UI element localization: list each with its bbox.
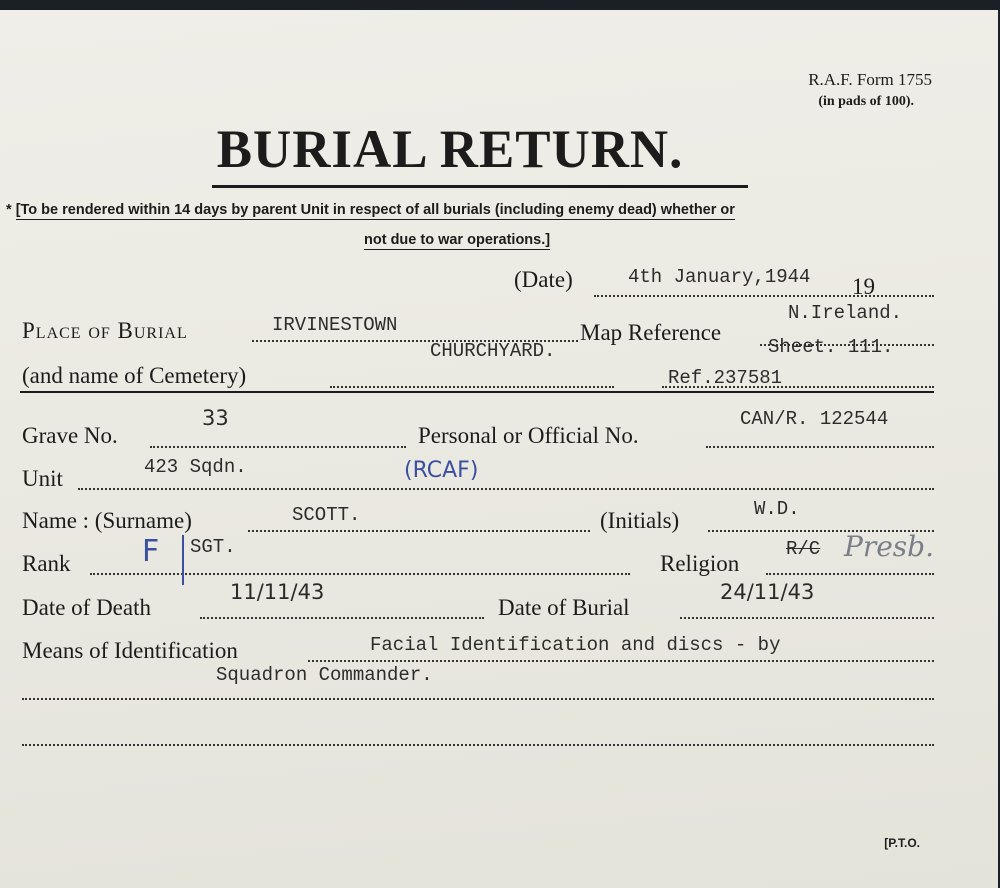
date-value: 4th January,1944 [628,266,811,288]
burial-return-form [0,10,998,888]
initials-value: W.D. [754,498,800,520]
grave-no-value: 33 [202,406,229,430]
section-divider [20,391,934,393]
personal-no-label: Personal or Official No. [418,423,639,448]
place-value-line2: CHURCHYARD. [430,340,556,362]
date-printed-suffix: 19 [852,274,875,299]
religion-value: Presb. [844,530,934,563]
religion-dotted-line [766,573,934,575]
grave-no-label: Grave No. [22,423,118,448]
date-of-death-dotted-line [200,617,484,619]
religion-label: Religion [660,551,740,576]
map-value-line3: Ref.237581 [668,367,783,389]
instruction-marker: * [6,202,12,218]
instruction-line-2: not due to war operations.] [364,232,551,248]
please-turn-over: [P.T.O. [884,836,920,850]
unit-label: Unit [22,466,63,491]
map-value-line2: Sheet. 111. [768,336,894,358]
personal-no-dotted-line [706,446,934,448]
pads-note: (in pads of 100). [818,94,914,109]
date-of-burial-dotted-line [680,617,934,619]
place-value-line1: IRVINESTOWN [272,314,398,336]
unit-dotted-line [78,488,934,490]
cemetery-dotted-line [330,386,614,388]
date-of-death-label: Date of Death [22,595,151,620]
form-title: BURIAL RETURN. [216,119,684,179]
initials-label: (Initials) [600,508,680,533]
date-of-burial-value: 24/11/43 [720,580,815,604]
map-reference-label: Map Reference [580,320,722,345]
rank-label: Rank [22,551,71,576]
identification-value-line2: Squadron Commander. [216,664,433,686]
surname-value: SCOTT. [292,504,361,526]
surname-dotted-line [248,530,590,532]
date-dotted-line [594,295,934,297]
unit-value: 423 Sqdn. [144,456,247,478]
instruction-text-1: [To be rendered within 14 days by parent Unit in respect of all burials (including enemy dead) whether or [15,202,735,218]
identification-dotted-line-3 [22,744,934,746]
identification-label: Means of Identification [22,638,238,663]
date-of-death-value: 11/11/43 [230,580,325,604]
instruction-line-1 [6,202,735,218]
rank-dotted-line [90,573,630,575]
place-of-burial-label: Place of Burial [22,318,188,343]
rank-prefix: F [142,534,160,569]
identification-value-line1: Facial Identification and discs - by [370,634,781,656]
unit-note: (RCAF) [404,458,479,483]
identification-dotted-line [308,660,934,662]
cemetery-name-label: (and name of Cemetery) [22,363,247,388]
date-of-burial-label: Date of Burial [498,595,630,620]
identification-dotted-line-2 [22,698,934,700]
grave-dotted-line [150,446,406,448]
personal-no-value: CAN/R. 122544 [740,408,889,430]
rank-prefix-stroke [182,535,184,585]
surname-label: Name : (Surname) [22,508,192,533]
title-underline [212,185,748,188]
map-value-line1: N.Ireland. [788,302,903,324]
rank-value: SGT. [190,536,236,558]
religion-struck-value: R/C [786,538,821,560]
date-label: (Date) [514,267,573,292]
form-number: R.A.F. Form 1755 [808,70,932,89]
